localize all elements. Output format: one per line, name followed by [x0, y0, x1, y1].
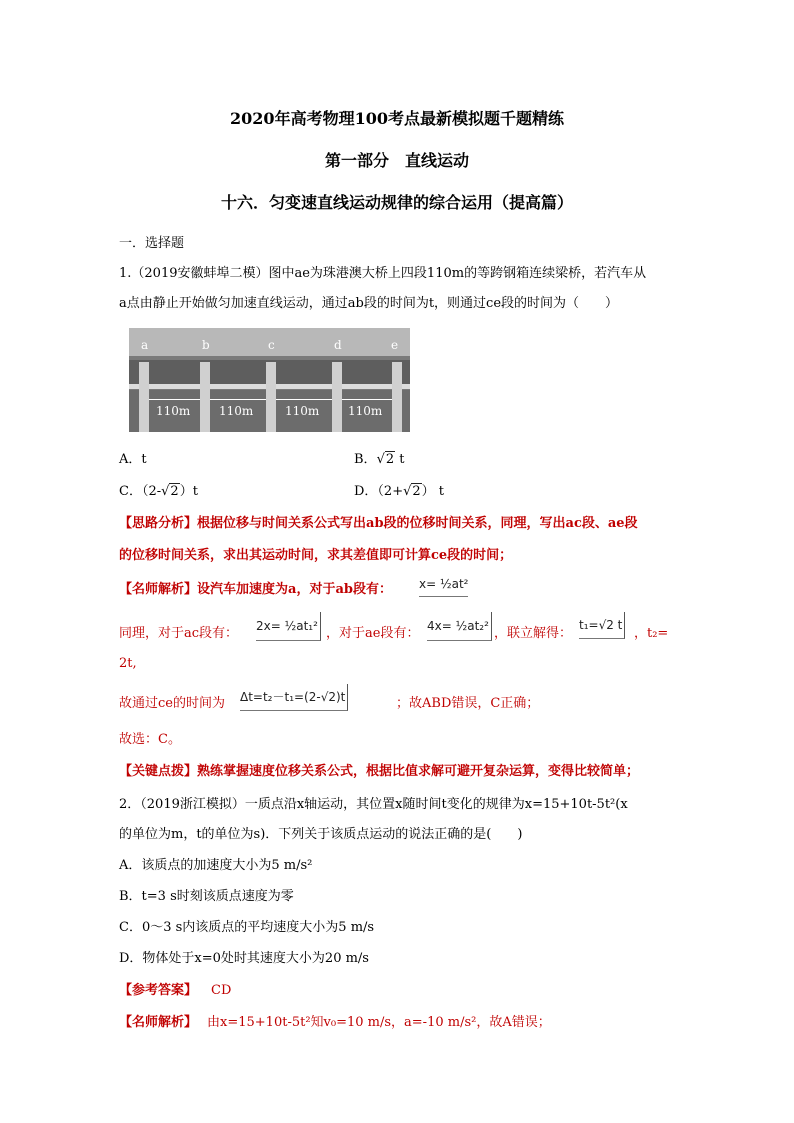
q2-stem-line1: 2．（2019浙江模拟）一质点沿x轴运动，其位置x随时间t变化的规律为x=15+10t-5t²(x — [119, 797, 628, 812]
q1-ae-mid: ，对于ae段有： — [326, 626, 420, 641]
q1-t2-value: 2t, — [119, 656, 137, 671]
equation-ab: x= ½at² — [419, 572, 468, 597]
q1-option-b: B．√2 t — [354, 452, 405, 467]
span-label: 110m — [348, 404, 383, 418]
q1-option-d: D．（2+√2） t — [354, 484, 445, 499]
part-title: 第一部分 直线运动 — [324, 151, 469, 170]
bridge-figure — [129, 328, 410, 432]
point-label-b: b — [202, 338, 210, 352]
equation-t1: t₁=√2 t — [579, 612, 625, 639]
q2-option-c: C．0～3 s内该质点的平均速度大小为5 m/s — [119, 920, 375, 935]
q1-option-c: C．（2-√2）t — [119, 484, 198, 499]
q1-stem-line2: a点由静止开始做匀加速直线运动，通过ab段的时间为t，则通过ce段的时间为（ ） — [119, 296, 619, 311]
point-label-d: d — [334, 338, 342, 352]
chapter-title: 十六．匀变速直线运动规律的综合运用（提高篇） — [220, 193, 573, 212]
span-label: 110m — [219, 404, 254, 418]
q1-ce-suffix: ；故ABD错误，C正确； — [396, 696, 540, 711]
q1-analysis-line2: 的位移时间关系，求出其运动时间，求其差值即可计算ce段的时间； — [119, 548, 513, 563]
q2-solution: 【名师解析】 由x=15+10t-5t²知v₀=10 m/s，a=-10 m/s²，故A错误； — [119, 1015, 551, 1030]
equation-ae: 4x= ½at₂² — [427, 612, 492, 641]
point-label-c: c — [268, 338, 275, 352]
q1-ac-prefix: 同理，对于ac段有： — [119, 626, 239, 641]
equation-ac: 2x= ½at₁² — [256, 612, 321, 641]
q1-stem-line1: 1.（2019安徽蚌埠二模）图中ae为珠港澳大桥上四段110m的等跨钢箱连续梁桥，若汽车从 — [119, 266, 647, 281]
q1-analysis-line1: 【思路分析】根据位移与时间关系公式写出ab段的位移时间关系，同理，写出ac段、ae段 — [119, 516, 638, 531]
q2-option-d: D．物体处于x=0处时其速度大小为20 m/s — [119, 951, 369, 966]
q1-ce-prefix: 故通过ce的时间为 — [119, 696, 225, 711]
span-label: 110m — [156, 404, 191, 418]
q1-choose: 故选：C。 — [119, 732, 181, 747]
paper-title: 2020年高考物理100考点最新模拟题千题精练 — [230, 109, 564, 128]
q1-option-a: A．t — [119, 452, 147, 467]
q2-stem-line2: 的单位为m，t的单位为s)．下列关于该质点运动的说法正确的是( ) — [119, 827, 523, 842]
point-label-e: e — [391, 338, 399, 352]
q1-joint-text: ，联立解得： — [494, 626, 573, 641]
q1-solution-line1: 【名师解析】设汽车加速度为a，对于ab段有： — [119, 582, 392, 597]
q2-option-a: A．该质点的加速度大小为5 m/s² — [119, 858, 313, 873]
point-label-a: a — [141, 338, 149, 352]
q2-answer: 【参考答案】 CD — [119, 983, 232, 998]
span-label: 110m — [285, 404, 320, 418]
equation-delta-t: Δt=t₂－t₁=(2-√2)t — [240, 684, 348, 711]
q1-t2-text: ，t₂= — [634, 626, 669, 641]
q2-option-b: B．t=3 s时刻该质点速度为零 — [119, 889, 294, 904]
section-heading: 一．选择题 — [119, 236, 185, 251]
q1-key-point: 【关键点拨】熟练掌握速度位移关系公式，根据比值求解可避开复杂运算，变得比较简单； — [119, 764, 640, 779]
